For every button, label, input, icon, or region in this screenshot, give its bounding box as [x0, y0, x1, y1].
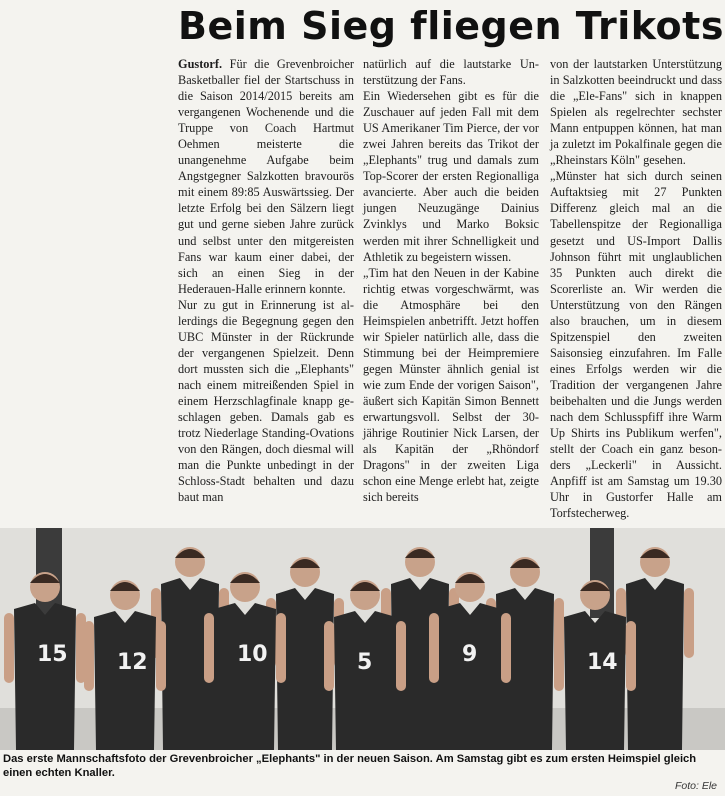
paragraph-text: Für die Grevenbroicher Basketballer fiel der Startschuss in die Saison 2014/2015 bereits am vergangenen Wochenende und die Truppe von Coach Hartmut Oehmen meisterte die unangenehme Aufgabe beim Angstgegner Salzkotten bravourös mit einem 89:85 Auswärtssieg. Der letzte Erfolg bei den Sälzern liegt gut und gerne sieben Jahre zurück und selbst unter den mitgereisten Fans war kaum einer dabei, der sich an einen Sieg in der Hederauen-Halle erinnern konnte. — [178, 57, 354, 296]
paragraph: Nur zu gut in Erinnerung ist allerdings die Begegnung gegen den UBC Münster in der Rückrunde der vergangenen Spielzeit. Denn dort mussten sich die „Elephants" nach einem mitreißenden Spiel in einem Herzschlagfinale knapp geschlagen geben. Damals gab es trotz Niederlage Standing-Ovations von den Rängen, doch diesmal will man die Punkte unbedingt in der Schloss-Stadt behalten und dazu baut man — [178, 297, 354, 505]
jersey-number: 10 — [237, 642, 268, 667]
player-arm — [324, 621, 334, 691]
player-arm — [626, 621, 636, 691]
player-arm — [204, 613, 214, 683]
player-arm — [684, 588, 694, 658]
jersey-number: 14 — [587, 650, 618, 675]
paragraph: „Münster hat sich durch seinen Auftaktsieg mit 27 Punkten Differenz gleich mal an die Tabellenspitze der Regionalliga gesetzt und US-Import Dallis Johnson führt mit unglaublichen 35 Punkten auch direkt die Scorerliste an. Wir werden die Unterstützung von den Rängen also brauchen, um in diesem Spitzenspiel den zweiten Saisonsieg einzufahren. Im Falle eines Erfolgs werden wir die Tradition der vergangenen Jahre beibehalten und die Jungs werden nach dem Schlusspfiff ihre Warm Up Shirts ins Publikum werfen", stellt der Coach ein ganz besonders „Leckerli" in Aussicht. Anpfiff ist am Samstag um 19.30 Uhr in Gustorfer Halle am Torfstecherweg. — [550, 169, 722, 521]
player-arm — [84, 621, 94, 691]
jersey-number: 5 — [357, 650, 373, 675]
photo-credit: Foto: Ele — [674, 780, 717, 792]
player-arm — [396, 621, 406, 691]
player-jersey — [564, 611, 626, 750]
player-jersey — [439, 603, 501, 750]
player-jersey — [214, 603, 276, 750]
player-arm — [4, 613, 14, 683]
player-arm — [276, 613, 286, 683]
player-arm — [554, 621, 564, 691]
player-arm — [501, 613, 511, 683]
player-arm — [156, 621, 166, 691]
headline: Beim Sieg fliegen Trikots — [178, 4, 724, 48]
paragraph — [178, 56, 354, 297]
jersey-number: 12 — [117, 650, 148, 675]
player-jersey — [14, 603, 76, 750]
dateline: Gustorf. — [178, 57, 223, 71]
player-jersey — [94, 611, 156, 750]
paragraph: von der lautstarken Unterstützung in Salzkotten beeindruckt und dass die „Ele-Fans" sich in knappen Spielen als regelrechter sechster Mann entpuppen können, hat man ja zuletzt im Pokalfinale gegen die „Rheinstars Köln" gesehen. — [550, 57, 722, 168]
player-jersey — [334, 611, 396, 750]
photo-caption: Das erste Mannschaftsfoto der Grevenbroicher „Elephants" in der neuen Saison. Am Samstag gibt es zum ersten Heimspiel gleich einen echten Knaller. — [3, 753, 697, 779]
text-column-2 — [363, 56, 539, 505]
text-column-3 — [550, 56, 722, 521]
team-photo-graphic — [0, 528, 725, 750]
team-photo — [0, 528, 725, 750]
text-column-1 — [178, 56, 354, 505]
paragraph: „Tim hat den Neuen in der Kabine richtig etwas vorgeschwärmt, was die Atmosphäre bei den Heimspielen anbetrifft. Jetzt hoffen wir Spieler natürlich alle, dass die Stimmung bei der Heimpremiere gegen Münster ähnlich genial ist wie zum Ende der vorigen Saison", äußert sich Kapitän Simon Bennett erwartungsvoll. Selbst der 30-jährige Routinier Nick Larsen, der als Kapitän der „Rhöndorf Dragons" in der zweiten Liga schon eine Menge erlebt hat, zeigte sich bereits — [363, 265, 539, 505]
jersey-number: 15 — [37, 642, 68, 667]
jersey-number: 9 — [462, 642, 478, 667]
player-arm — [429, 613, 439, 683]
paragraph: natürlich auf die lautstarke Unterstützung der Fans. — [363, 57, 539, 88]
paragraph: Ein Wiedersehen gibt es für die Zuschauer auf jeden Fall mit dem US Amerikaner Tim Pierce, der vor zwei Jahren bereits das Trikot der „Elephants" trug und damals zum Top-Scorer der ersten Regionalliga avancierte. Aber auch die beiden jungen Neuzugänge Dainius Zvinklys und Marko Boksic werden mit ihrer Schnelligkeit und Athletik zu begeistern wissen. — [363, 89, 539, 264]
